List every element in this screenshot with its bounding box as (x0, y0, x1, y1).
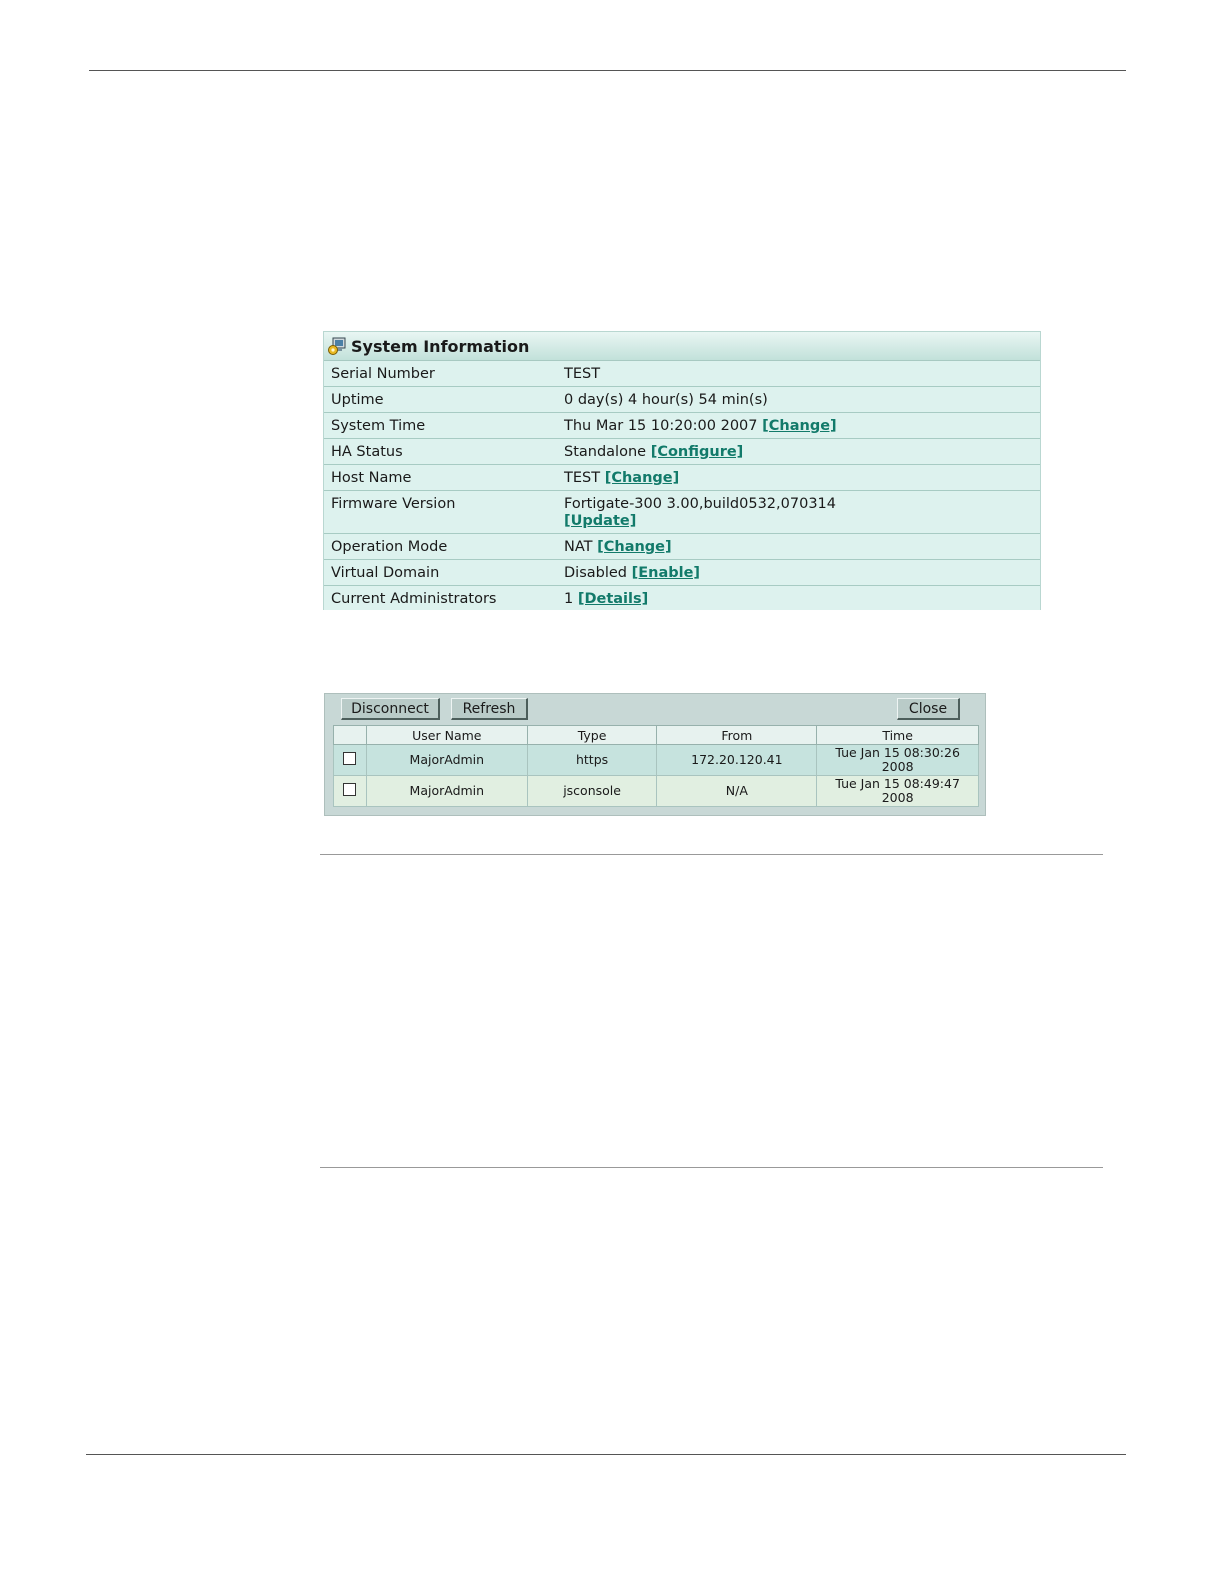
time-cell (817, 776, 979, 807)
section-rule-top (320, 854, 1103, 855)
time-line1: Tue Jan 15 08:30:26 (835, 745, 960, 760)
uptime-value: 0 day(s) 4 hour(s) 54 min(s) (564, 392, 768, 408)
administrators-table (333, 725, 979, 807)
table-row (334, 745, 979, 776)
from-cell: N/A (657, 776, 817, 807)
update-firmware-link[interactable]: [Update] (564, 513, 637, 529)
change-host-name-link[interactable]: [Change] (604, 470, 680, 486)
serial-number-value: TEST (564, 366, 601, 382)
ha-status-value: Standalone (564, 444, 647, 460)
system-info-icon (327, 336, 347, 356)
row-label: Serial Number (331, 366, 435, 382)
column-header-user-name: User Name (366, 726, 527, 745)
row-value (564, 361, 1040, 386)
table-header-row (334, 726, 979, 745)
time-line2: 2008 (881, 759, 914, 774)
change-time-link[interactable]: [Change] (762, 418, 837, 434)
time-line2: 2008 (881, 790, 914, 805)
user-name-cell: MajorAdmin (366, 776, 527, 807)
column-header-time: Time (817, 726, 979, 745)
row-value (564, 534, 1040, 559)
header-rule (89, 70, 1126, 71)
row-serial-number (324, 361, 1040, 387)
system-information-panel (323, 331, 1041, 610)
column-header-type: Type (527, 726, 657, 745)
current-administrators-value: 1 (564, 591, 574, 607)
row-value (564, 465, 1040, 490)
virtual-domain-value: Disabled (564, 565, 627, 581)
row-select-checkbox[interactable] (343, 752, 356, 765)
time-line1: Tue Jan 15 08:49:47 (835, 776, 960, 791)
close-button[interactable]: Close (897, 698, 960, 720)
row-virtual-domain (324, 560, 1040, 586)
row-operation-mode (324, 534, 1040, 560)
administrators-details-link[interactable]: [Details] (577, 591, 649, 607)
row-system-time (324, 413, 1040, 439)
row-ha-status (324, 439, 1040, 465)
refresh-button[interactable]: Refresh (451, 698, 528, 720)
firmware-version-value: Fortigate-300 3.00,build0532,070314 (564, 496, 836, 512)
operation-mode-value: NAT (564, 539, 593, 555)
row-label: Current Administrators (331, 591, 497, 607)
row-host-name (324, 465, 1040, 491)
row-firmware-version (324, 491, 1040, 534)
row-label: System Time (331, 418, 426, 434)
footer-rule (86, 1454, 1126, 1455)
row-label: Host Name (331, 470, 412, 486)
table-row (334, 776, 979, 807)
administrators-dialog (324, 693, 986, 816)
row-label: Firmware Version (331, 496, 456, 512)
from-cell: 172.20.120.41 (657, 745, 817, 776)
row-value (564, 439, 1040, 464)
section-rule-bottom (320, 1167, 1103, 1168)
enable-virtual-domain-link[interactable]: [Enable] (631, 565, 701, 581)
row-value (564, 560, 1040, 585)
row-label: Uptime (331, 392, 384, 408)
panel-header (324, 332, 1040, 361)
time-cell (817, 745, 979, 776)
change-operation-mode-link[interactable]: [Change] (597, 539, 672, 555)
column-header-from: From (657, 726, 817, 745)
row-value (564, 387, 1040, 412)
row-label: Virtual Domain (331, 565, 440, 581)
row-value (564, 413, 1040, 438)
configure-ha-link[interactable]: [Configure] (650, 444, 744, 460)
row-value (564, 586, 1040, 610)
row-label: HA Status (331, 444, 403, 460)
disconnect-button[interactable]: Disconnect (341, 698, 440, 720)
system-time-value: Thu Mar 15 10:20:00 2007 (564, 418, 758, 434)
type-cell: https (527, 745, 657, 776)
user-name-cell: MajorAdmin (366, 745, 527, 776)
row-label: Operation Mode (331, 539, 448, 555)
row-value (564, 491, 1040, 533)
row-current-administrators (324, 586, 1040, 610)
row-select-checkbox[interactable] (343, 783, 356, 796)
row-uptime (324, 387, 1040, 413)
type-cell: jsconsole (527, 776, 657, 807)
select-column-header (334, 726, 367, 745)
panel-title: System Information (351, 336, 530, 356)
host-name-value: TEST (564, 470, 601, 486)
